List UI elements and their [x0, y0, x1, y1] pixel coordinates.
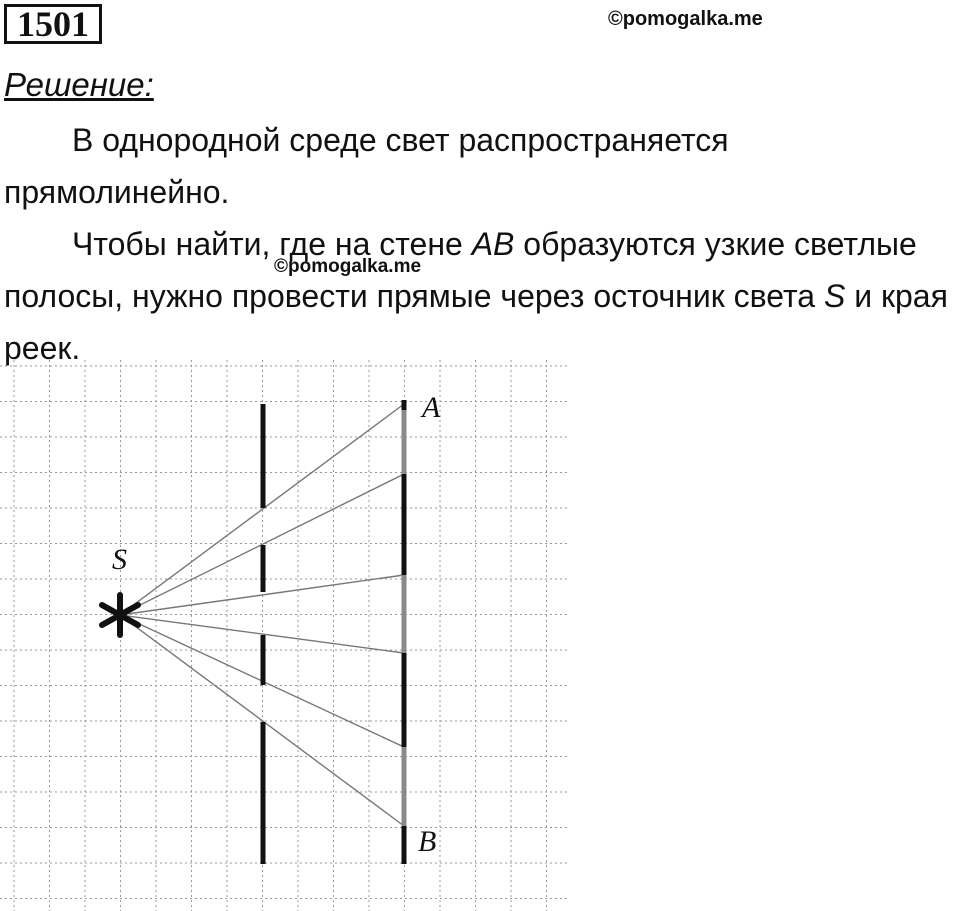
label-a: A: [422, 391, 441, 424]
label-s: S: [112, 543, 127, 576]
paragraph-2-text-a: Чтобы найти, где на стене: [72, 226, 472, 262]
paragraph-2-text-c: и края реек.: [4, 278, 948, 366]
paragraph-2-text-b: образуются узкие светлые полосы, нужно провести прямые через осточник света: [4, 226, 917, 314]
solution-heading: Решение:: [4, 66, 154, 103]
grid-lines: [0, 360, 570, 911]
watermark-top: ©pomogalka.me: [608, 8, 763, 30]
source-s-ref: S: [823, 278, 846, 314]
paragraph-1-text: В однородной среде свет распространяется прямолинейно.: [4, 122, 729, 210]
paragraph-2: [4, 218, 960, 374]
watermark-middle: ©pomogalka.me: [274, 256, 422, 277]
label-b: B: [418, 825, 437, 858]
light-rays-diagram: [0, 360, 570, 911]
problem-number: 1501: [4, 4, 102, 44]
wall-ab-ref: AB: [471, 226, 515, 262]
light-source-icon: [102, 595, 138, 635]
paragraph-1: [4, 114, 960, 218]
